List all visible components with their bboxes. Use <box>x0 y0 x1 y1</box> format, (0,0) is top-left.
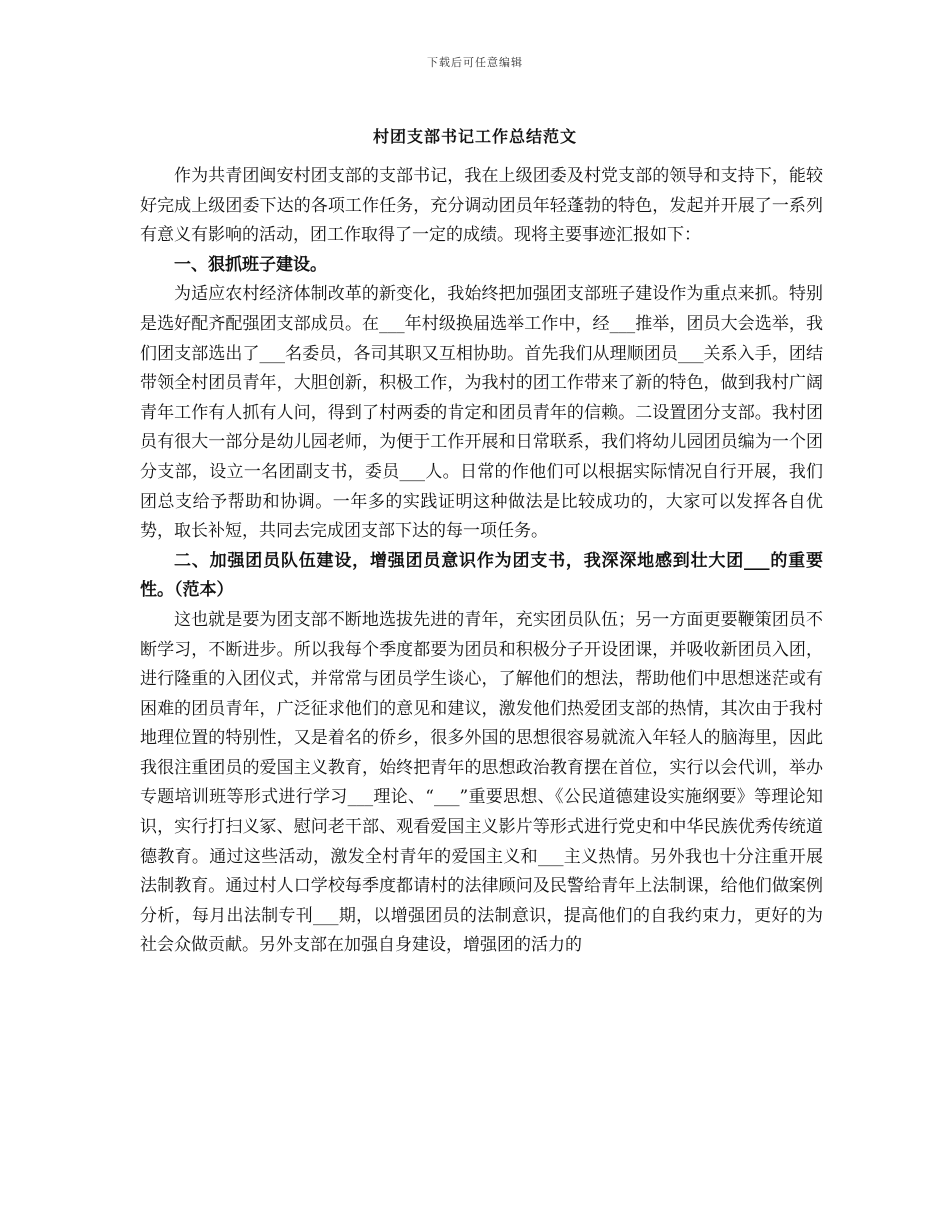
section-2-paragraph: 这也就是要为团支部不断地选拔先进的青年，充实团员队伍；另一方面更要鞭策团员不断学习，不断进步。所以我每个季度都要为团员和积极分子开设团课，并吸收新团员入团，进行隆重的入团仪式，并常常与团员学生谈心，了解他们的想法，帮助他们中思想迷茫或有困难的团员青年，广泛征求他们的意见和建议，激发他们热爱团支部的热情，其次由于我村地理位置的特别性，又是着名的侨乡，很多外国的思想很容易就流入年轻人的脑海里，因此我很注重团员的爱国主义教育，始终把青年的思想政治教育摆在首位，实行以会代训，举办专题培训班等形式进行学习___理论、“___”重要思想、《公民道德建设实施纲要》等理论知识，实行打扫义冢、慰问老干部、观看爱国主义影片等形式进行党史和中华民族优秀传统道德教育。通过这些活动，激发全村青年的爱国主义和___主义热情。另外我也十分注重开展法制教育。通过村人口学校每季度都请村的法律顾问及民警给青年上法制课，给他们做案例分析，每月出法制专刊___期，以增强团员的法制意识，提高他们的自我约束力，更好的为社会众做贡献。另外支部在加强自身建设，增强团的活力的 <box>140 609 823 956</box>
header-note: 下载后可任意编辑 <box>427 56 523 69</box>
document-body <box>140 162 823 961</box>
section-heading-1: 一、狠抓班子建设。 <box>174 254 327 275</box>
document-title: 村团支部书记工作总结范文 <box>372 127 577 146</box>
intro-paragraph: 作为共青团闽安村团支部的支部书记，我在上级团委及村党支部的领导和支持下，能较好完成上级团委下达的各项工作任务，充分调动团员年轻蓬勃的特色，发起并开展了一系列有意义有影响的活动，团工作取得了一定的成绩。现将主要事迹汇报如下： <box>140 166 823 246</box>
section-1-paragraph: 为适应农村经济体制改革的新变化，我始终把加强团支部班子建设作为重点来抓。特别是选好配齐配强团支部成员。在___年村级换届选举工作中，经___推举，团员大会选举，我们团支部选出了___名委员，各司其职又互相协助。首先我们从理顺团员___关系入手，团结带领全村团员青年，大胆创新，积极工作，为我村的团工作带来了新的特色，做到我村广阔青年工作有人抓有人问，得到了村两委的肯定和团员青年的信赖。二设置团分支部。我村团员有很大一部分是幼儿园老师，为便于工作开展和日常联系，我们将幼儿园团员编为一个团分支部，设立一名团副支书，委员___人。日常的作他们可以根据实际情况自行开展，我们团总支给予帮助和协调。一年多的实践证明这种做法是比较成功的，大家可以发挥各自优势，取长补短，共同去完成团支部下达的每一项任务。 <box>140 284 823 542</box>
section-heading-2: 二、加强团员队伍建设，增强团员意识作为团支书，我深深地感到壮大团___的重要性。（范本） <box>140 550 823 601</box>
